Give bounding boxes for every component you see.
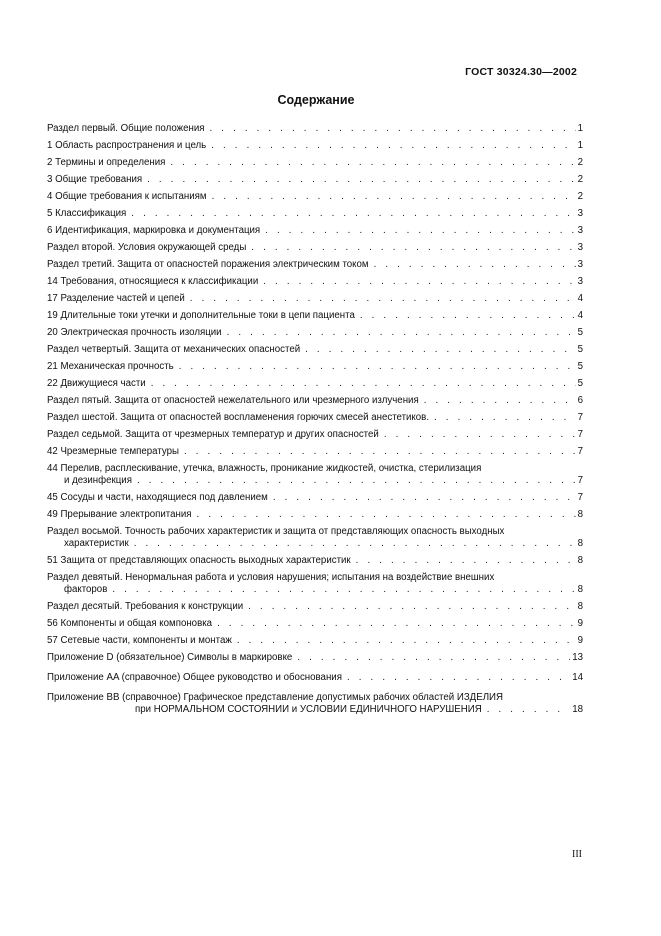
toc-entry[interactable]: [47, 259, 583, 271]
toc-entry[interactable]: [47, 492, 583, 504]
toc-page-number: 14: [572, 672, 583, 683]
dot-leader: [211, 140, 575, 152]
toc-entry-text: 49 Прерывание электропитания: [47, 509, 192, 520]
dot-leader: [170, 157, 575, 169]
toc-page-number: 4: [577, 310, 583, 321]
toc-entry-text: Приложение BB (справочное) Графическое представление допустимых рабочих областей ИЗДЕЛИЯ: [47, 692, 504, 703]
toc-page-number: 2: [577, 191, 583, 202]
toc-entry[interactable]: [47, 555, 583, 567]
toc-page-number: 9: [577, 635, 583, 646]
toc-entry[interactable]: [47, 509, 583, 521]
toc-page-number: 1: [577, 123, 583, 134]
toc-entry[interactable]: [47, 293, 583, 305]
toc-entry-text: 42 Чрезмерные температуры: [47, 446, 179, 457]
page-number: III: [572, 849, 582, 860]
toc-page-number: 8: [577, 601, 583, 612]
toc-page-number: 7: [577, 446, 583, 457]
dot-leader: [179, 361, 576, 373]
toc-entry-text: 5 Классификация: [47, 208, 127, 219]
toc-entry-text: характеристик: [64, 538, 129, 549]
toc-entry-text: Раздел пятый. Защита от опасностей нежелательного или чрезмерного излучения: [47, 395, 419, 406]
toc-page-number: 7: [577, 429, 583, 440]
dot-leader: [212, 191, 576, 203]
dot-leader: [137, 475, 576, 487]
toc-entry-text: 21 Механическая прочность: [47, 361, 174, 372]
toc-entry[interactable]: [47, 310, 583, 322]
toc-entry[interactable]: [47, 378, 583, 390]
toc-entry[interactable]: [47, 652, 583, 664]
toc-page-number: 8: [577, 555, 583, 566]
dot-leader: [263, 276, 575, 288]
toc-entry-text: 14 Требования, относящиеся к классификации: [47, 276, 259, 287]
toc-page-number: 18: [572, 704, 583, 715]
toc-entry-text: 51 Защита от представляющих опасность выходных характеристик: [47, 555, 351, 566]
toc-page-number: 4: [577, 293, 583, 304]
toc-entry[interactable]: [47, 140, 583, 152]
toc-entry[interactable]: [47, 344, 583, 356]
toc-entry[interactable]: [47, 191, 583, 203]
dot-leader: [248, 601, 575, 613]
toc-page-number: 2: [577, 157, 583, 168]
toc-entry-text: 2 Термины и определения: [47, 157, 166, 168]
toc-entry[interactable]: [47, 327, 583, 339]
toc-entry-text: при НОРМАЛЬНОМ СОСТОЯНИИ и УСЛОВИИ ЕДИНИЧНОГО НАРУШЕНИЯ: [135, 704, 482, 715]
toc-entry[interactable]: [47, 446, 583, 458]
dot-leader: [273, 492, 576, 504]
toc-entry-text: 45 Сосуды и части, находящиеся под давлением: [47, 492, 268, 503]
toc-page-number: 8: [577, 509, 583, 520]
toc-entry-text: 17 Разделение частей и цепей: [47, 293, 185, 304]
toc-entry[interactable]: [47, 412, 583, 424]
dot-leader: [434, 412, 576, 424]
toc-entry[interactable]: [47, 157, 583, 169]
dot-leader: [374, 259, 576, 271]
toc-entry-text: 22 Движущиеся части: [47, 378, 146, 389]
toc-page-number: 13: [572, 652, 583, 663]
dot-leader: [227, 327, 576, 339]
toc-entry-text: Приложение D (обязательное) Символы в маркировке: [47, 652, 293, 663]
dot-leader: [384, 429, 576, 441]
toc-page-number: 1: [577, 140, 583, 151]
toc-page-number: 7: [577, 492, 583, 503]
dot-leader: [151, 378, 576, 390]
toc-entry[interactable]: [47, 174, 583, 186]
toc-entry[interactable]: [47, 208, 583, 220]
dot-leader: [190, 293, 576, 305]
toc-entry-text: 19 Длительные токи утечки и дополнительные токи в цепи пациента: [47, 310, 355, 321]
toc-page-number: 7: [577, 475, 583, 486]
toc-page-number: 9: [577, 618, 583, 629]
toc-entry-text: Раздел третий. Защита от опасностей поражения электрическим током: [47, 259, 369, 270]
toc-page-number: 3: [577, 259, 583, 270]
dot-leader: [112, 584, 575, 596]
toc-entry-text: Раздел первый. Общие положения: [47, 123, 205, 134]
toc-entry-text: Раздел десятый. Требования к конструкции: [47, 601, 244, 612]
toc-entry[interactable]: [47, 572, 583, 596]
toc-entry-text: факторов: [64, 584, 108, 595]
toc-page-number: 7: [577, 412, 583, 423]
standard-header: ГОСТ 30324.30—2002: [465, 66, 577, 78]
dot-leader: [134, 538, 576, 550]
toc-page-number: 5: [577, 344, 583, 355]
dot-leader: [210, 123, 576, 135]
dot-leader: [487, 704, 571, 716]
dot-leader: [197, 509, 576, 521]
toc-page-number: 3: [577, 276, 583, 287]
dot-leader: [251, 242, 575, 254]
toc-page-number: 3: [577, 242, 583, 253]
toc-entry[interactable]: [47, 276, 583, 288]
dot-leader: [424, 395, 576, 407]
toc-entry[interactable]: [47, 618, 583, 630]
toc-entry-text: Раздел девятый. Ненормальная работа и условия нарушения; испытания на воздействие внешних: [47, 572, 495, 583]
dot-leader: [297, 652, 570, 664]
toc-entry-text: Раздел восьмой. Точность рабочих характеристик и защита от представляющих опасность выходных: [47, 526, 505, 537]
toc-entry-text: 4 Общие требования к испытаниям: [47, 191, 207, 202]
dot-leader: [360, 310, 576, 322]
toc-entry[interactable]: [47, 395, 583, 407]
page-title: Содержание: [277, 93, 355, 107]
toc-entry-text: 1 Область распространения и цель: [47, 140, 207, 151]
toc-entry-text: 20 Электрическая прочность изоляции: [47, 327, 222, 338]
toc-page-number: 8: [577, 584, 583, 595]
toc-page-number: 5: [577, 378, 583, 389]
toc-entry[interactable]: [47, 361, 583, 373]
toc-page-number: 6: [577, 395, 583, 406]
toc-entry-text: 3 Общие требования: [47, 174, 143, 185]
dot-leader: [184, 446, 576, 458]
toc-entry-text: Приложение AA (справочное) Общее руководство и обоснования: [47, 672, 342, 683]
toc-entry[interactable]: [47, 463, 583, 487]
dot-leader: [217, 618, 576, 630]
toc-entry-text: Раздел четвертый. Защита от механических опасностей: [47, 344, 301, 355]
toc-entry[interactable]: [47, 429, 583, 441]
dot-leader: [356, 555, 576, 567]
toc-entry[interactable]: [47, 672, 583, 684]
toc-entry[interactable]: [47, 225, 583, 237]
dot-leader: [305, 344, 575, 356]
toc-entry-text: 44 Перелив, расплескивание, утечка, влажность, проникание жидкостей, очистка, стерилизация: [47, 463, 482, 474]
toc-entry[interactable]: [47, 242, 583, 254]
toc-entry-text: Раздел шестой. Защита от опасностей воспламенения горючих смесей анестетиков.: [47, 412, 430, 423]
dot-leader: [347, 672, 570, 684]
toc-entry-text: 57 Сетевые части, компоненты и монтаж: [47, 635, 232, 646]
dot-leader: [131, 208, 575, 220]
toc-entry-text: 56 Компоненты и общая компоновка: [47, 618, 213, 629]
toc-entry[interactable]: [47, 635, 583, 647]
dot-leader: [265, 225, 575, 237]
toc-page-number: 5: [577, 327, 583, 338]
toc-entry[interactable]: [47, 123, 583, 135]
toc-entry-text: и дезинфекция: [64, 475, 132, 486]
toc-page-number: 8: [577, 538, 583, 549]
toc-entry[interactable]: [47, 601, 583, 613]
toc-page-number: 5: [577, 361, 583, 372]
dot-leader: [237, 635, 576, 647]
dot-leader: [147, 174, 576, 186]
toc-entry-text: 6 Идентификация, маркировка и документация: [47, 225, 261, 236]
toc-entry-text: Раздел седьмой. Защита от чрезмерных температур и других опасностей: [47, 429, 379, 440]
toc-page-number: 3: [577, 208, 583, 219]
toc-page-number: 2: [577, 174, 583, 185]
toc-page-number: 3: [577, 225, 583, 236]
table-of-contents: [47, 123, 583, 716]
toc-entry[interactable]: [47, 692, 583, 716]
toc-entry-text: Раздел второй. Условия окружающей среды: [47, 242, 247, 253]
toc-entry[interactable]: [47, 526, 583, 550]
